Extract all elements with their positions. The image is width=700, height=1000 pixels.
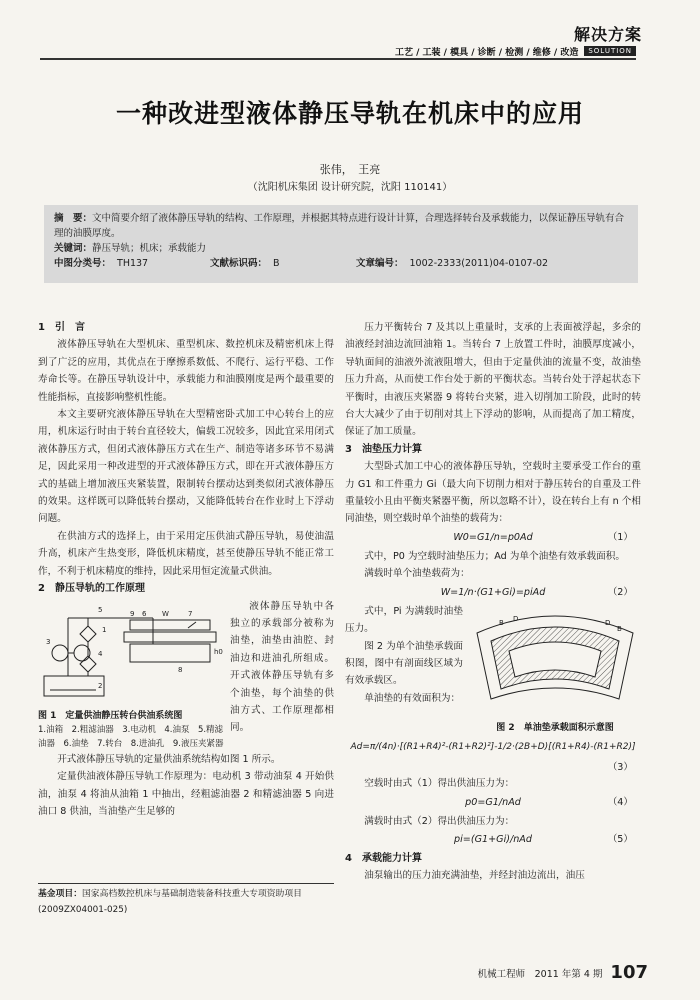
section-heading-1: 1 引 言 xyxy=(38,322,85,333)
svg-text:3: 3 xyxy=(46,637,51,646)
abstract-label: 摘 要： xyxy=(54,213,93,224)
equation-4-number: （4） xyxy=(607,796,633,808)
svg-text:9: 9 xyxy=(130,609,135,618)
clc-value: TH137 xyxy=(117,258,149,269)
paragraph: 图 2 为单个油垫承载面积图，图中有剖面线区域为有效承载区。 xyxy=(345,640,463,687)
paragraph: 满载时由式（2）得出供油压力为： xyxy=(364,815,515,827)
equation-2-number: （2） xyxy=(607,586,633,598)
equation-1-body: W0=G1/n=p0Ad xyxy=(453,532,533,544)
article-title: 一种改进型液体静压导轨在机床中的应用 xyxy=(115,99,584,128)
left-column xyxy=(38,319,334,821)
paragraph: 液体静压导轨中各独立的承载部分被称为油垫，油垫由油腔、封油边和进油孔所组成。开式液体静压导轨有多个油垫，每个油垫的供油方式、工作原理都相同。 xyxy=(230,600,334,734)
figure-2-title: 图 2 单油垫承载面积示意图 xyxy=(496,723,614,734)
paragraph: 在供油方式的选择上，由于采用定压供油式静压导轨，易使油温升高，机床产生热变形，降低机床精度，甚至使静压导轨不能正常工作，不利于机床精度的维持，因此采用恒定流量式供油。 xyxy=(38,530,334,577)
section-heading-4: 4 承载能力计算 xyxy=(345,852,422,864)
equation-4 xyxy=(345,793,641,813)
equation-3 xyxy=(345,735,641,761)
category-bar xyxy=(395,45,635,57)
funding-text: 国家高档数控机床与基础制造装备科技重大专项资助项目(2009ZX04001-025) xyxy=(38,889,302,915)
svg-text:W: W xyxy=(162,609,169,618)
paragraph: 满载时单个油垫载荷为： xyxy=(364,568,470,580)
affiliation: （沈阳机床集团 设计研究院，沈阳 110141） xyxy=(247,182,453,193)
section-heading-2: 2 静压导轨的工作原理 xyxy=(38,583,145,595)
svg-text:D: D xyxy=(513,614,519,623)
equation-5-body: pi=(G1+Gi)/nAd xyxy=(454,834,532,846)
figure-1 xyxy=(38,598,224,751)
oil-pad-area-diagram xyxy=(469,603,641,715)
svg-text:1: 1 xyxy=(102,625,107,634)
page-footer xyxy=(478,962,648,983)
section-heading-3: 3 油垫压力计算 xyxy=(345,443,422,455)
equation-1 xyxy=(345,528,641,548)
page-number: 107 xyxy=(610,962,648,983)
clc-label: 中图分类号： xyxy=(54,258,112,269)
funding-label: 基金项目： xyxy=(38,889,82,899)
svg-text:2: 2 xyxy=(98,681,103,690)
svg-text:8: 8 xyxy=(178,665,183,674)
paragraph: 本文主要研究液体静压导轨在大型精密卧式加工中心转台上的应用，机床运行时由于转台直径较大，偏载工况较多，因此宜采用闭式液体静压方式，但闭式液体静压方式在生产、制造等诸多环节不易满足，因此采用一种改进型的开式液体静压方式，即在开式液体静压方式的基础上增加液压夹紧装置，限制转台摆动达到类似闭式液体静压的效果。这样既可以降低转台摆动，又能降低转台在作业时上下浮动问题。 xyxy=(38,409,334,525)
equation-5-number: （5） xyxy=(607,834,633,846)
classification-row xyxy=(54,256,628,271)
abstract-box xyxy=(44,205,638,283)
svg-text:4: 4 xyxy=(98,649,103,658)
doc-code-value: B xyxy=(273,258,280,269)
paragraph: 液体静压导轨在大型机床、重型机床、数控机床及精密机床上得到了广泛的应用，其优点在于摩擦系数低、不爬行、运行平稳、工作寿命长等。在静压导轨设计中，承载能力和油膜刚度是两个最重要的性能指标，直接影响整机性能。 xyxy=(38,339,334,403)
figure-1-caption xyxy=(38,709,224,751)
doc-code-label: 文献标识码： xyxy=(210,258,268,269)
paragraph: 式中，P0 为空载时油垫压力；Ad 为单个油垫有效承载面积。 xyxy=(364,550,625,562)
paragraph: 式中，Pi 为满载时油垫压力。 xyxy=(345,605,463,635)
figure-1-legend: 1.油箱 2.粗滤油器 3.电动机 4.油泵 5.精滤油器 6.油垫 7.转台 8.进油孔 9.液压夹紧器 xyxy=(38,724,224,749)
equation-3-number: （3） xyxy=(607,762,633,774)
abstract xyxy=(54,211,628,241)
funding-note xyxy=(38,883,334,918)
figure-1-title: 图 1 定量供油静压转台供油系统图 xyxy=(38,710,183,721)
svg-text:6: 6 xyxy=(142,609,147,618)
right-column xyxy=(345,319,641,885)
paragraph: 定量供油液体静压导轨工作原理为：电动机 3 带动油泵 4 开始供油，油泵 4 将油从油箱 1 中抽出，经粗滤油器 2 和精滤油器 5 向进油口 8 供油，当油垫产生足够的 xyxy=(38,771,334,818)
authors: 张伟， 王亮 xyxy=(319,163,381,176)
header-rule xyxy=(40,58,636,60)
equation-4-body: p0=G1/nAd xyxy=(465,796,521,808)
abstract-text: 文中简要介绍了液体静压导轨的结构、工作原理，并根据其特点进行设计计算，合理选择转台及承载能力，以保证静压导轨有合理的油膜厚度。 xyxy=(54,213,625,239)
journal-issue: 机械工程师 2011 年第 4 期 xyxy=(477,968,603,980)
svg-text:7: 7 xyxy=(188,609,193,618)
equation-2-body: W=1/n·(G1+Gi)=piAd xyxy=(440,586,546,598)
paragraph: 压力平衡转台 7 及其以上重量时，支承的上表面被浮起，多余的油液经封油边流回油箱 1。当转台 7 上放置工件时，油膜厚度减小，导轨面间的油液外流液阻增大，但由于定量供油的流量不变，故油垫压力升高，从而使工作台处于新的平衡状态。当转台处于浮起状态下平衡时，由液压夹紧器 9 将转台夹紧，进入切削加工阶段，此时的转台大大减少了由于切削对其上下浮动的影响，从而提高了加工精度，保证了加工质量。 xyxy=(345,322,641,438)
svg-text:B: B xyxy=(617,624,622,633)
equation-1-number: （1） xyxy=(607,532,633,544)
hydraulic-system-diagram xyxy=(38,598,224,703)
svg-text:5: 5 xyxy=(98,605,103,614)
article-number-value: 1002-2333(2011)04-0107-02 xyxy=(409,258,549,269)
equation-2 xyxy=(345,583,641,603)
equation-5 xyxy=(345,830,641,850)
equation-3-number-row xyxy=(345,761,641,775)
svg-text:B: B xyxy=(499,618,504,627)
category-list: 工艺 / 工装 / 模具 / 诊断 / 检测 / 维修 / 改造 xyxy=(395,47,579,58)
paragraph: 大型卧式加工中心的液体静压导轨，空载时主要承受工作台的重力 G1 和工件重力 Gi（最大向下切削力相对于静压转台的自重及工件重量较小且由平衡夹紧器平衡，所以忽略不计），设在转台上有 n 个相同油垫，则空载时单个油垫的载荷为： xyxy=(345,461,641,525)
article-number-label: 文章编号： xyxy=(356,258,404,269)
figure-2-block xyxy=(345,603,641,735)
paragraph: 油泵输出的压力油充满油垫，并经封油边流出，油压 xyxy=(364,870,585,882)
solution-tag: SOLUTION xyxy=(584,46,636,56)
paragraph: 空载时由式（1）得出供油压力为： xyxy=(364,778,515,790)
paragraph: 开式液体静压导轨的定量供油系统结构如图 1 所示。 xyxy=(57,753,281,765)
svg-text:h0: h0 xyxy=(214,647,223,656)
section-title: 解决方案 xyxy=(573,25,642,44)
keywords-label: 关键词： xyxy=(54,243,93,254)
keywords xyxy=(54,241,628,256)
figure-1-block xyxy=(38,598,334,751)
figure-2 xyxy=(469,603,641,735)
equation-3-body: Ad=π/(4n)·[(R1+R4)²-(R1+R2)²]-1/2·(2B+D)[(R1+R4)-(R1+R2)] xyxy=(350,742,636,753)
keywords-text: 静压导轨；机床；承载能力 xyxy=(92,243,207,254)
svg-text:D: D xyxy=(605,618,611,627)
paragraph: 单油垫的有效面积为： xyxy=(364,692,461,704)
